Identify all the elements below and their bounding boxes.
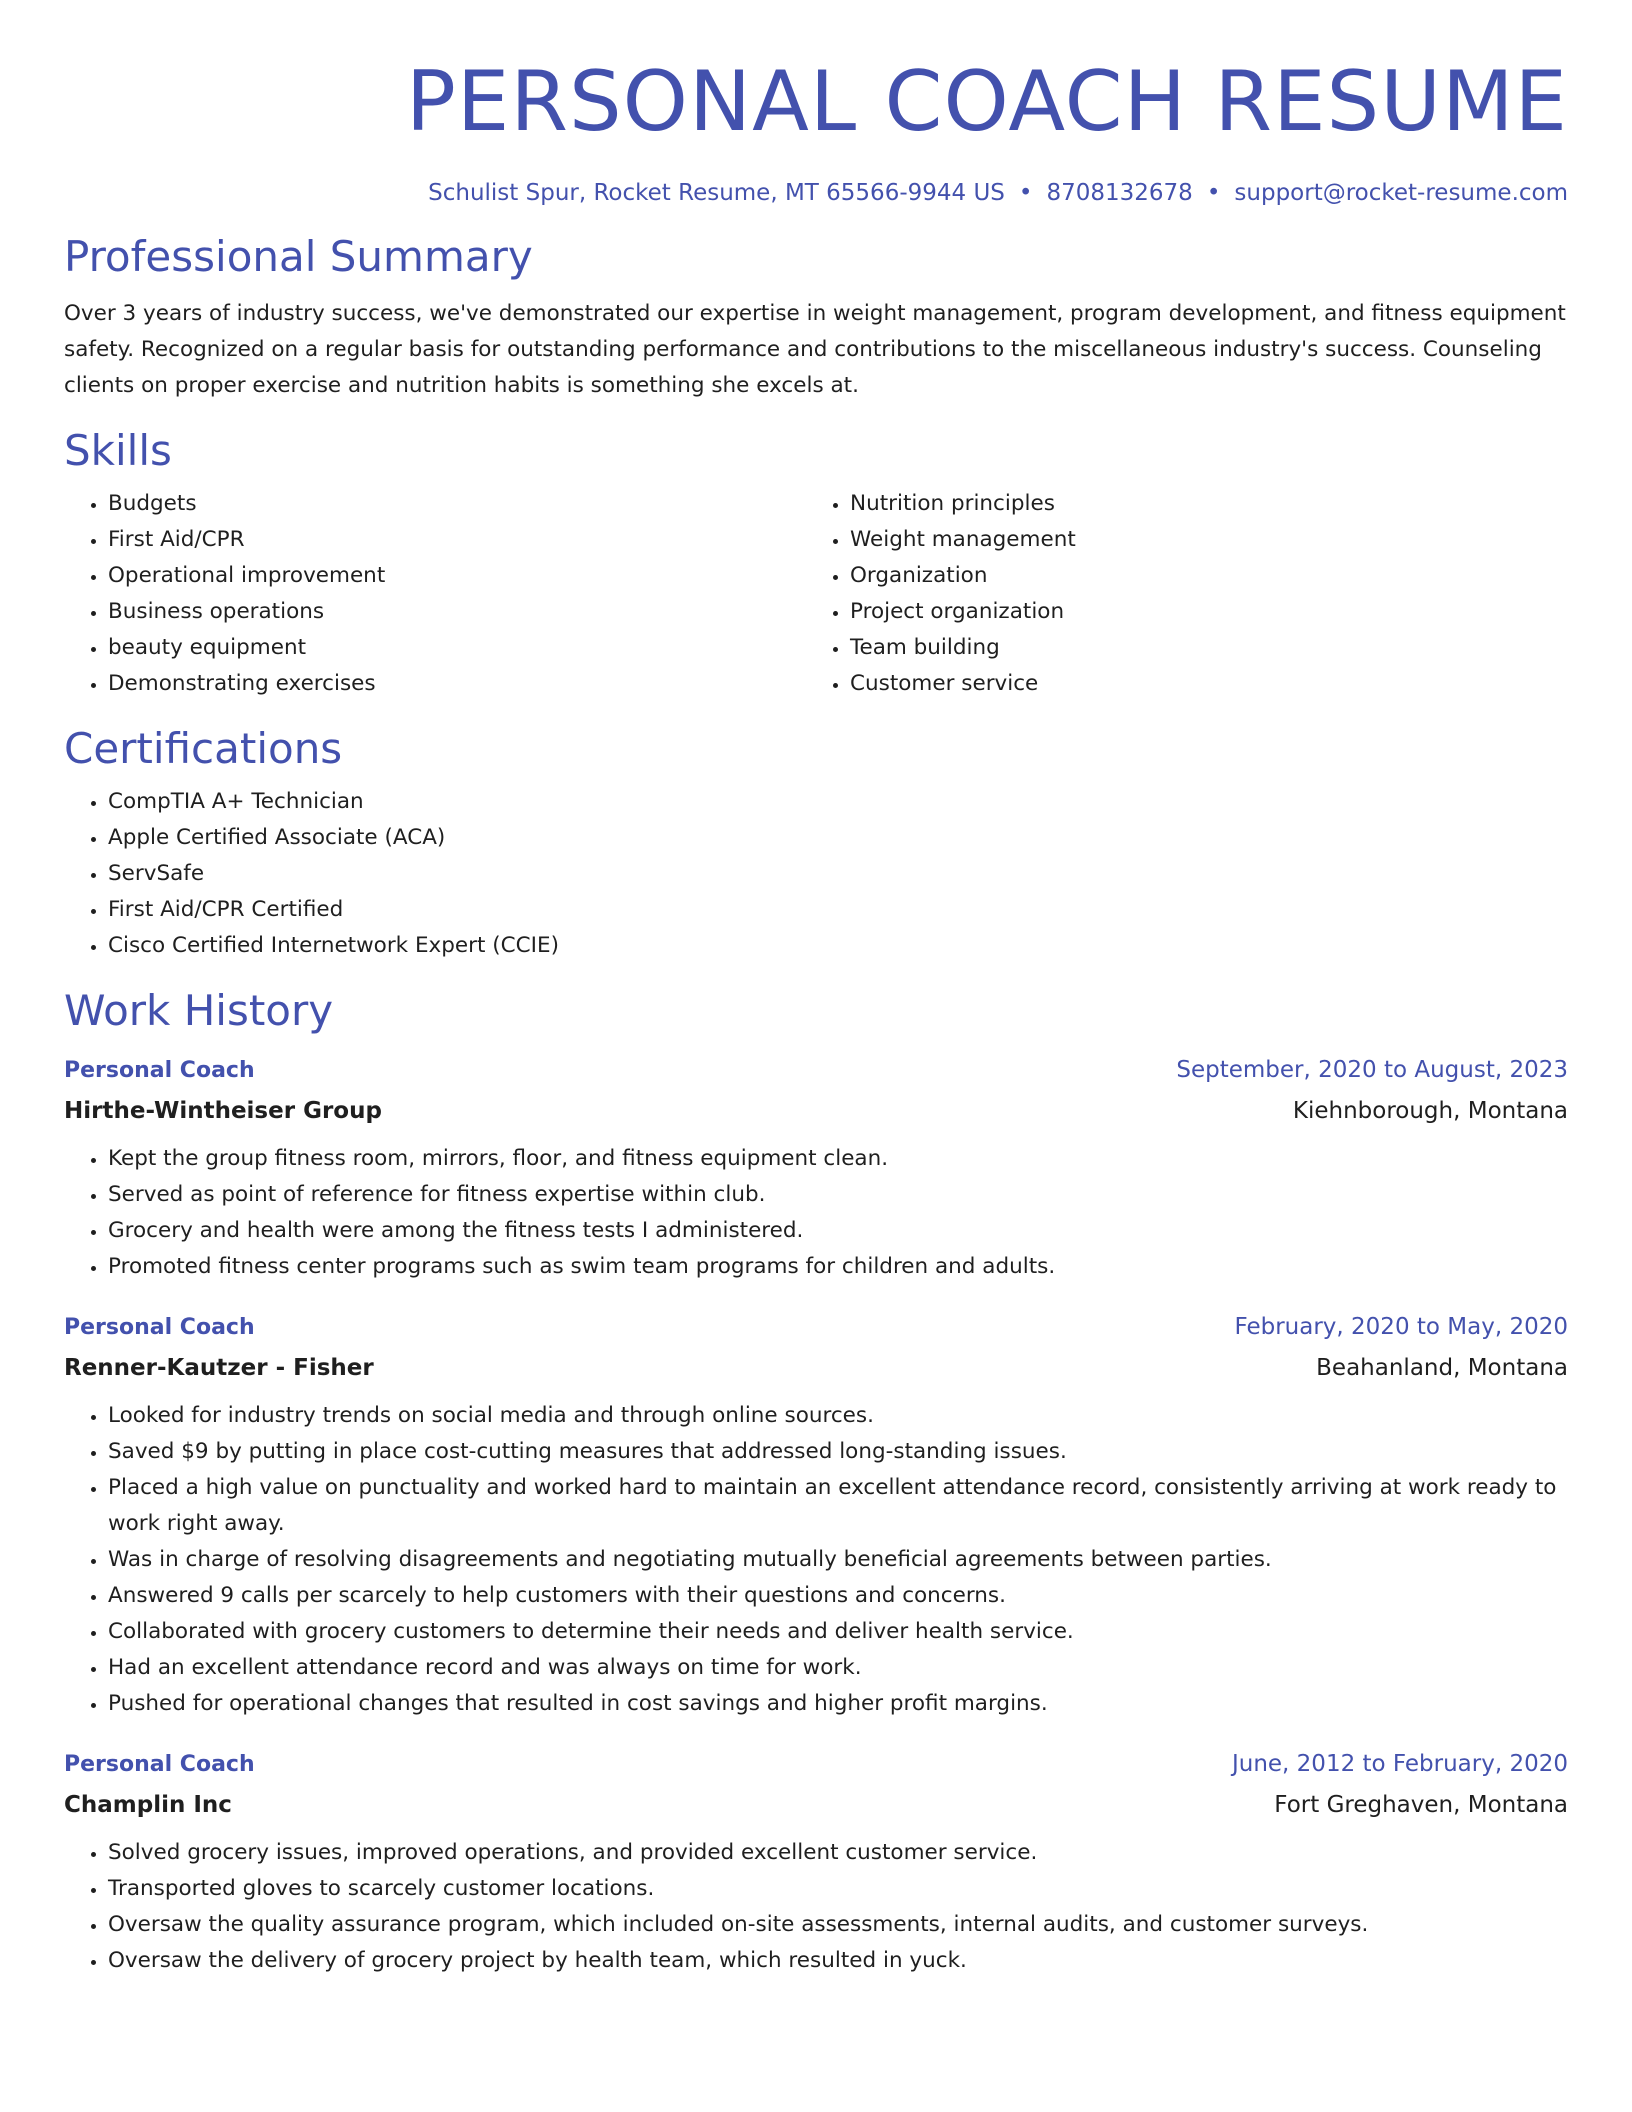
certification-item: • ServSafe [108,856,1568,892]
job-bullets [64,1141,1568,1285]
job-bullet: • Placed a high value on punctuality and worked hard to maintain an excellent attendance record, consistently arriving at work ready to work right away. [108,1470,1568,1542]
job-dates: February, 2020 to May, 2020 [1234,1314,1568,1340]
job-company-row [64,1091,1568,1131]
skills-list-left [64,486,806,702]
job-title-row [64,1744,1568,1785]
certifications-list [64,784,1568,964]
work-history-heading: Work History [64,986,334,1035]
job-entry [64,1744,1568,1979]
certification-item: • Apple Certified Associate (ACA) [108,820,1568,856]
resume-page [64,0,1568,1979]
job-company: Hirthe-Wintheiser Group [64,1098,382,1124]
job-title-row [64,1307,1568,1348]
job-bullet: • Pushed for operational changes that resulted in cost savings and higher profit margins. [108,1686,1568,1722]
skills-list-right [806,486,1548,702]
skill-item: • Organization [850,558,1548,594]
job-bullet: • Answered 9 calls per scarcely to help customers with their questions and concerns. [108,1578,1568,1614]
skill-item: • Operational improvement [108,558,806,594]
certifications-heading: Certifications [64,724,343,773]
job-title: Personal Coach [64,1058,255,1083]
job-bullets [64,1398,1568,1722]
skills-column-right [806,486,1548,702]
work-history-section [64,986,1568,1979]
skill-item: • Weight management [850,522,1548,558]
skill-item: • Customer service [850,666,1548,702]
skill-item: • Demonstrating exercises [108,666,806,702]
skill-item: • Project organization [850,594,1548,630]
job-bullet: • Kept the group fitness room, mirrors, floor, and fitness equipment clean. [108,1141,1568,1177]
contact-separator: • [1018,180,1033,206]
skill-item: • Nutrition principles [850,486,1548,522]
job-bullet: • Was in charge of resolving disagreements and negotiating mutually beneficial agreements between parties. [108,1542,1568,1578]
job-location: Kiehnborough, Montana [1292,1098,1568,1124]
job-bullet: • Looked for industry trends on social media and through online sources. [108,1398,1568,1434]
job-company-row [64,1348,1568,1388]
job-entry [64,1050,1568,1285]
summary-text: Over 3 years of industry success, we've demonstrated our expertise in weight management, program development, and fitness equipment safety. Recognized on a regular basis for outstanding performance and contributions to the miscellaneous industry's success. Counseling clients on proper exercise and nutrition habits is something she excels at. [64,301,1566,398]
skills-heading: Skills [64,426,172,475]
job-bullet: • Grocery and health were among the fitness tests I administered. [108,1213,1568,1249]
job-bullet: • Had an excellent attendance record and was always on time for work. [108,1650,1568,1686]
contact-separator: • [1206,180,1221,206]
job-title-row [64,1050,1568,1091]
certification-item: • CompTIA A+ Technician [108,784,1568,820]
summary-heading: Professional Summary [64,232,533,281]
contact-email: support@rocket-resume.com [1234,180,1568,206]
contact-address: Schulist Spur, Rocket Resume, MT 65566-9944 US [428,180,1005,206]
job-company: Renner-Kautzer - Fisher [64,1355,374,1381]
skills-column-left [64,486,806,702]
certification-item: • First Aid/CPR Certified [108,892,1568,928]
job-bullet: • Saved $9 by putting in place cost-cutting measures that addressed long-standing issues. [108,1434,1568,1470]
job-title: Personal Coach [64,1315,255,1340]
job-dates: September, 2020 to August, 2023 [1176,1057,1568,1083]
summary-section [64,232,1568,404]
skill-item: • First Aid/CPR [108,522,806,558]
job-location: Fort Greghaven, Montana [1274,1792,1568,1818]
job-company: Champlin Inc [64,1792,232,1818]
certifications-section [64,724,1568,964]
skills-section [64,426,1568,702]
resume-header [64,0,1568,208]
job-bullets [64,1835,1568,1979]
skill-item: • beauty equipment [108,630,806,666]
job-location: Beahanland, Montana [1316,1355,1568,1381]
job-bullet: • Promoted fitness center programs such as swim team programs for children and adults. [108,1249,1568,1285]
resume-title: PERSONAL COACH RESUME [405,53,1568,150]
skill-item: • Business operations [108,594,806,630]
job-bullet: • Collaborated with grocery customers to determine their needs and deliver health service. [108,1614,1568,1650]
certification-item: • Cisco Certified Internetwork Expert (CCIE) [108,928,1568,964]
job-company-row [64,1785,1568,1825]
skill-item: • Team building [850,630,1548,666]
job-bullet: • Oversaw the quality assurance program, which included on-site assessments, internal audits, and customer surveys. [108,1907,1568,1943]
job-bullet: • Oversaw the delivery of grocery project by health team, which resulted in yuck. [108,1943,1568,1979]
job-bullet: • Served as point of reference for fitness expertise within club. [108,1177,1568,1213]
skill-item: • Budgets [108,486,806,522]
job-entry [64,1307,1568,1722]
job-dates: June, 2012 to February, 2020 [1231,1751,1568,1777]
contact-line [64,178,1568,208]
job-bullet: • Solved grocery issues, improved operations, and provided excellent customer service. [108,1835,1568,1871]
job-bullet: • Transported gloves to scarcely customer locations. [108,1871,1568,1907]
contact-phone: 8708132678 [1046,180,1193,206]
job-title: Personal Coach [64,1752,255,1777]
skills-columns [64,486,1568,702]
